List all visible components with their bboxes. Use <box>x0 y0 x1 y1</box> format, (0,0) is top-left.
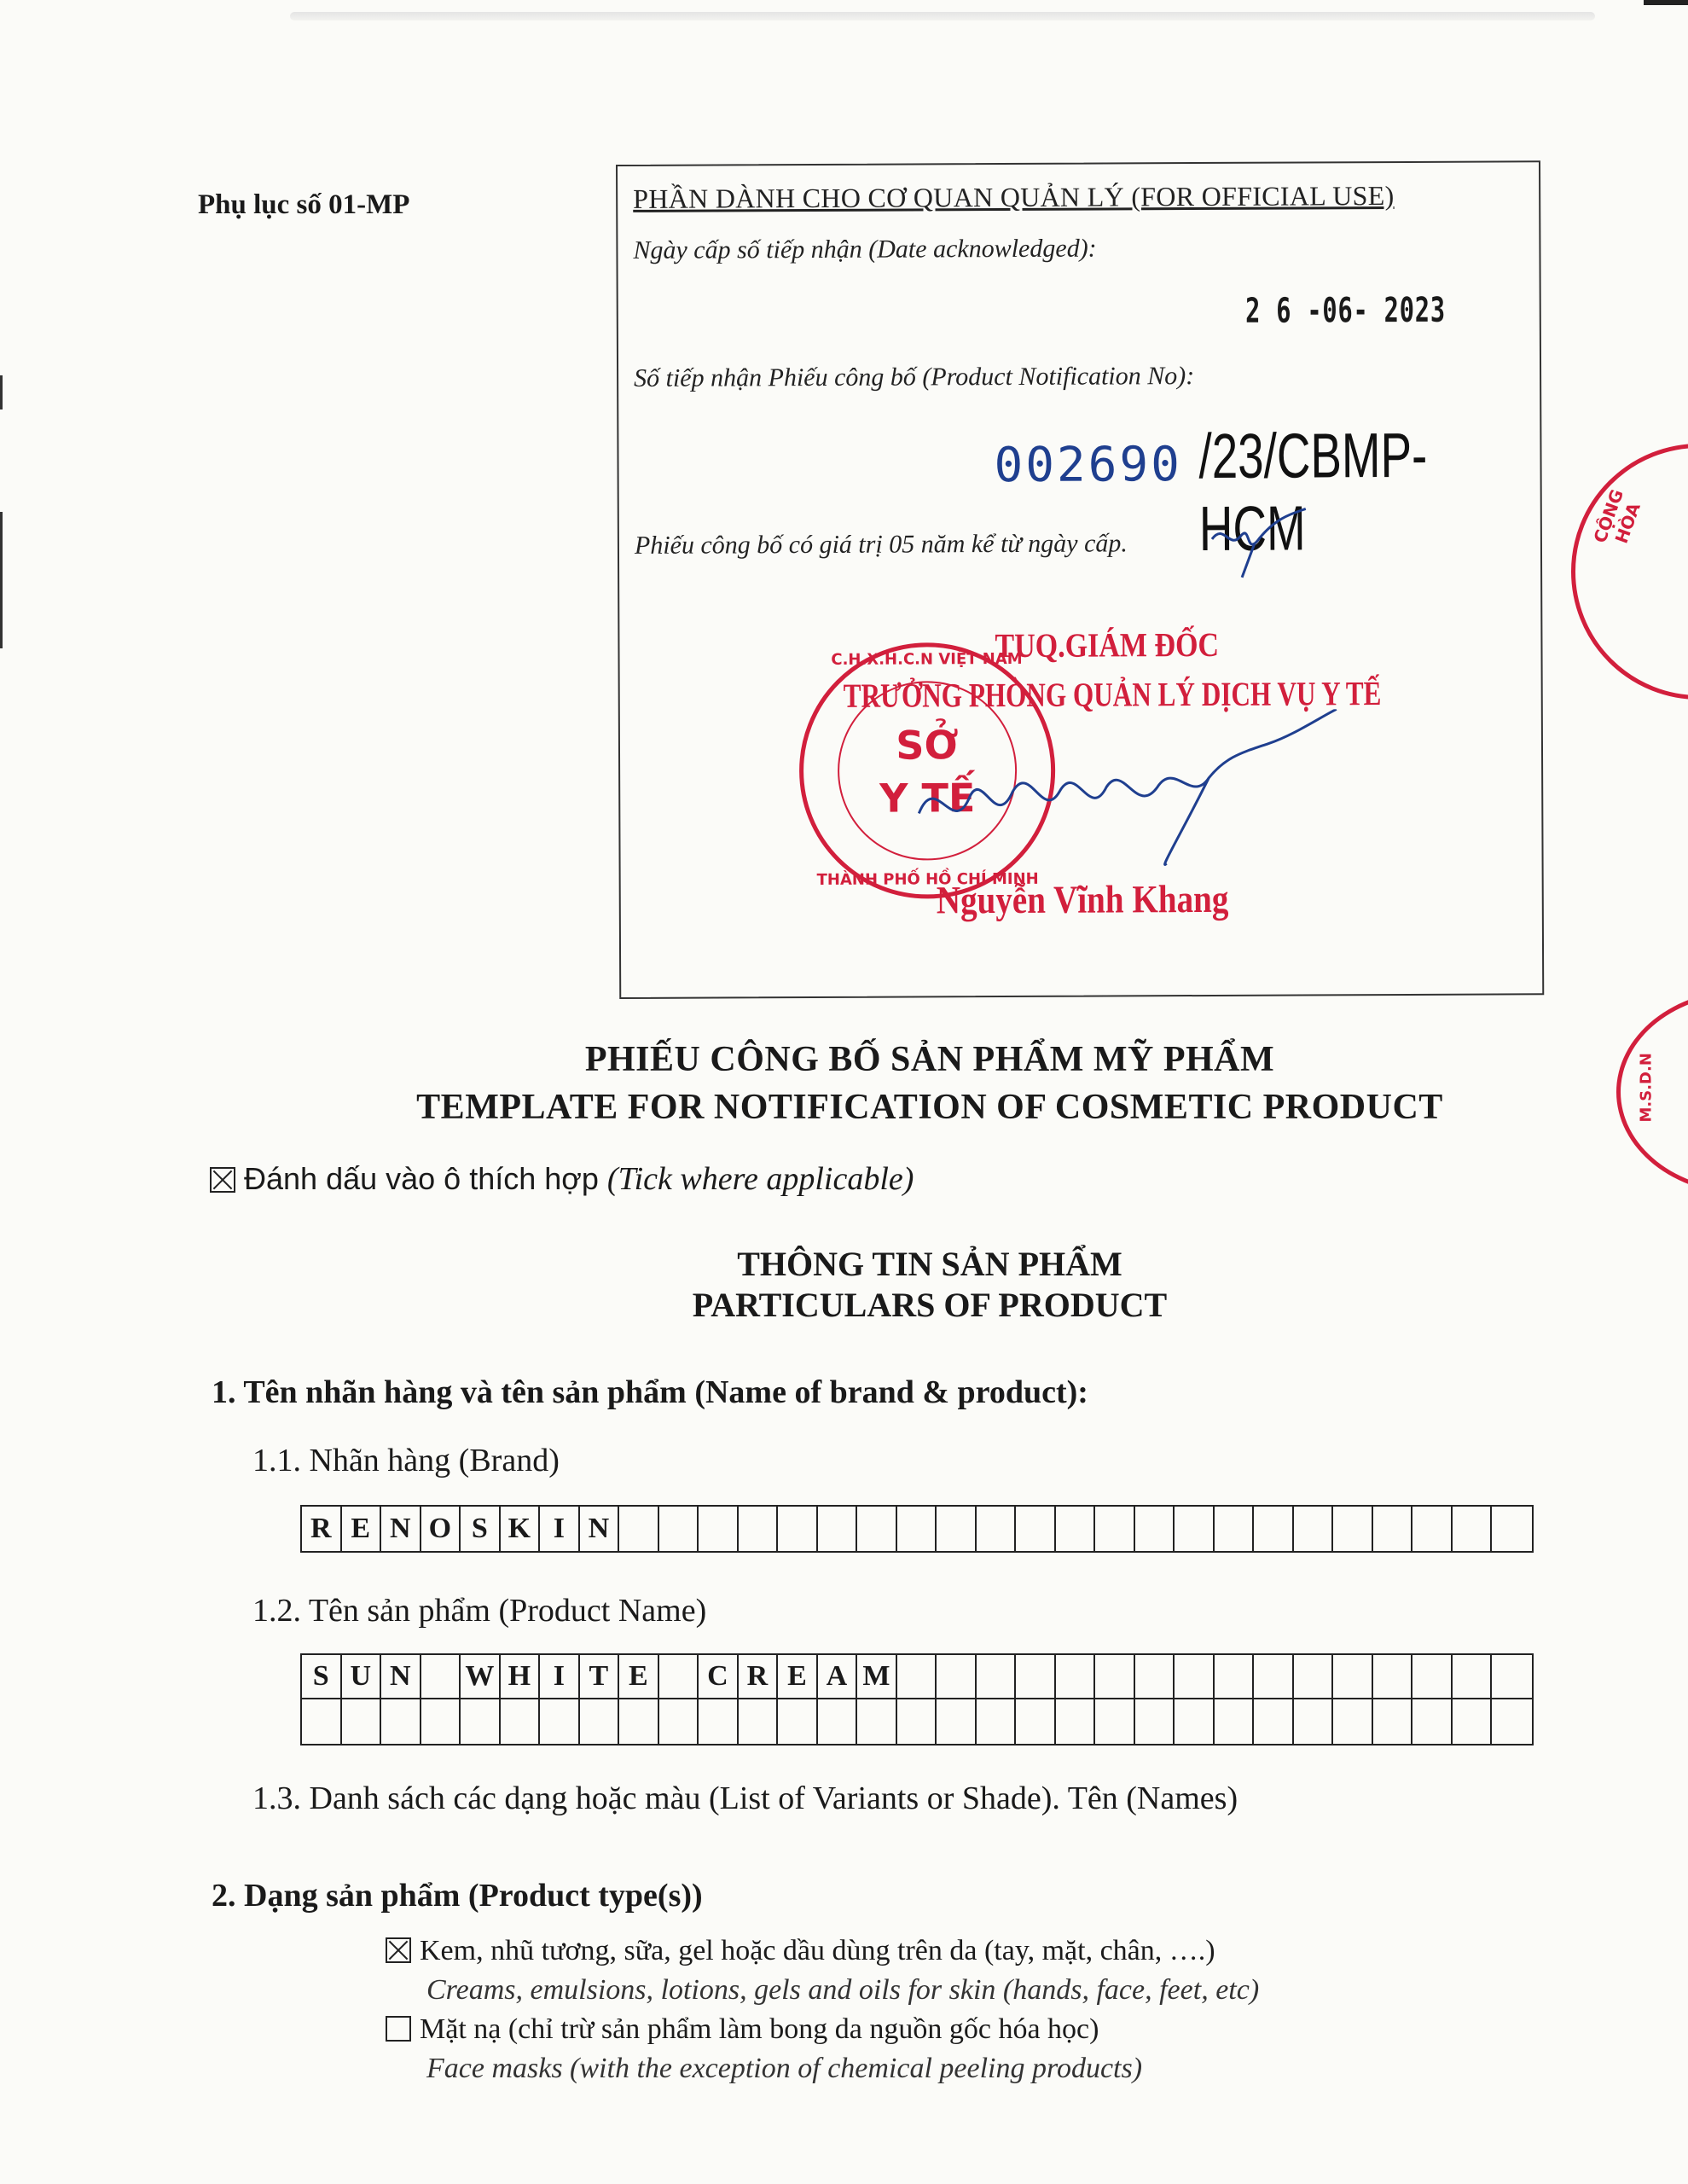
question-1: 1. Tên nhãn hàng và tên sản phẩm (Name of brand & product): <box>212 1374 1088 1410</box>
letter-cell: W <box>461 1655 501 1699</box>
seal-center-text: Y TẾ <box>879 775 976 822</box>
question-1-3: 1.3. Danh sách các dạng hoặc màu (List of Variants or Shade). Tên (Names) <box>252 1780 1238 1816</box>
letter-cell <box>1254 1655 1294 1699</box>
letter-cell <box>778 1507 818 1551</box>
notification-no-label: Số tiếp nhận Phiếu công bố (Product Notification No): <box>634 362 1195 392</box>
letter-cell <box>619 1699 659 1744</box>
letter-cell <box>1016 1699 1056 1744</box>
signer-department: TRƯỞNG PHÒNG QUẢN LÝ DỊCH VỤ Y TẾ <box>843 674 1382 715</box>
letter-cell <box>1016 1655 1056 1699</box>
validity-note: Phiếu công bố có giá trị 05 năm kể từ ngày cấp. <box>634 529 1128 560</box>
letter-cell <box>580 1699 620 1744</box>
letter-cell <box>1412 1655 1453 1699</box>
letter-cell <box>937 1655 977 1699</box>
letter-cell: O <box>421 1507 461 1551</box>
letter-cell <box>897 1507 937 1551</box>
letter-cell <box>739 1699 779 1744</box>
letter-cell <box>1175 1507 1215 1551</box>
letter-cell <box>1056 1507 1096 1551</box>
letter-cell: C <box>699 1655 739 1699</box>
letter-cell <box>1373 1699 1413 1744</box>
signer-title: TUQ.GIÁM ĐỐC <box>995 624 1220 665</box>
letter-cell: N <box>381 1655 421 1699</box>
scan-top-shadow <box>290 12 1595 20</box>
date-acknowledged-label: Ngày cấp số tiếp nhận (Date acknowledged): <box>633 234 1097 264</box>
letter-cell <box>1135 1507 1175 1551</box>
letter-cell <box>1453 1507 1493 1551</box>
letter-cell <box>1056 1655 1096 1699</box>
letter-cell: S <box>461 1507 501 1551</box>
director-signature <box>902 709 1346 881</box>
letter-cell <box>1215 1699 1255 1744</box>
letter-cell <box>1095 1699 1135 1744</box>
letter-cell: U <box>342 1655 382 1699</box>
letter-cell <box>1294 1699 1334 1744</box>
letter-cell <box>1453 1655 1493 1699</box>
letter-cell <box>1016 1507 1056 1551</box>
seal-center-text: SỞ <box>896 722 959 769</box>
date-acknowledged-value: 2 6 -06- 2023 <box>1244 290 1446 331</box>
brand-grid <box>300 1505 1534 1553</box>
letter-cell: E <box>619 1655 659 1699</box>
letter-cell <box>1333 1655 1373 1699</box>
letter-cell <box>857 1507 897 1551</box>
letter-cell <box>659 1507 699 1551</box>
letter-cell <box>421 1699 461 1744</box>
letter-cell <box>977 1507 1017 1551</box>
letter-cell <box>1412 1699 1453 1744</box>
letter-cell <box>699 1507 739 1551</box>
letter-cell <box>342 1699 382 1744</box>
edge-seal-upper <box>1571 444 1688 700</box>
letter-cell: E <box>342 1507 382 1551</box>
letter-cell <box>897 1655 937 1699</box>
appendix-label: Phụ lục số 01-MP <box>198 189 410 220</box>
letter-cell <box>778 1699 818 1744</box>
letter-cell <box>1373 1655 1413 1699</box>
letter-cell <box>818 1699 858 1744</box>
notification-code: /23/CBMP-HCM <box>1198 419 1428 565</box>
letter-cell: M <box>857 1655 897 1699</box>
official-use-title: PHẦN DÀNH CHO CƠ QUAN QUẢN LÝ (FOR OFFICIAL USE) <box>633 180 1395 214</box>
question-2: 2. Dạng sản phẩm (Product type(s)) <box>212 1878 703 1914</box>
letter-cell <box>381 1699 421 1744</box>
letter-cell <box>619 1507 659 1551</box>
letter-cell <box>937 1507 977 1551</box>
letter-cell: E <box>778 1655 818 1699</box>
scan-edge-mark <box>0 375 3 410</box>
letter-cell <box>1056 1699 1096 1744</box>
edge-seal-text: M.S.D.N <box>1637 1053 1656 1123</box>
product-type-en: Creams, emulsions, lotions, gels and oils for skin (hands, face, feet, etc) <box>426 1974 1260 2006</box>
letter-cell: R <box>302 1507 342 1551</box>
letter-cell <box>1373 1507 1413 1551</box>
letter-cell <box>421 1655 461 1699</box>
letter-cell <box>1175 1699 1215 1744</box>
letter-cell <box>540 1699 580 1744</box>
letter-cell <box>1135 1655 1175 1699</box>
letter-cell <box>1095 1655 1135 1699</box>
letter-cell <box>897 1699 937 1744</box>
letter-cell <box>857 1699 897 1744</box>
letter-cell: I <box>540 1507 580 1551</box>
letter-cell <box>1254 1507 1294 1551</box>
letter-cell <box>659 1655 699 1699</box>
scan-corner-mark <box>1644 0 1688 5</box>
letter-cell <box>1492 1655 1532 1699</box>
letter-cell <box>699 1699 739 1744</box>
official-use-box <box>616 160 1544 999</box>
letter-cell <box>1175 1655 1215 1699</box>
product-name-grid <box>300 1653 1534 1745</box>
letter-cell <box>1215 1655 1255 1699</box>
scan-edge-mark <box>0 512 3 648</box>
letter-cell <box>302 1699 342 1744</box>
question-1-2: 1.2. Tên sản phẩm (Product Name) <box>252 1593 707 1629</box>
product-type-vi: Kem, nhũ tương, sữa, gel hoặc dầu dùng trên da (tay, mặt, chân, ….) <box>420 1935 1215 1966</box>
product-type-vi: Mặt nạ (chỉ trừ sản phẩm làm bong da nguồn gốc hóa học) <box>420 2013 1099 2045</box>
letter-cell <box>1492 1699 1532 1744</box>
letter-cell: K <box>501 1507 541 1551</box>
letter-cell <box>937 1699 977 1744</box>
notification-number: 002690 <box>994 437 1182 494</box>
initials-signature <box>1208 504 1310 582</box>
seal-top-text: C.H.X.H.C.N VIỆT NAM <box>831 649 1023 669</box>
product-type-en: Face masks (with the exception of chemical peeling products) <box>426 2053 1143 2084</box>
letter-cell <box>1294 1655 1334 1699</box>
letter-cell <box>1215 1507 1255 1551</box>
letter-cell <box>977 1699 1017 1744</box>
letter-cell: N <box>580 1507 620 1551</box>
letter-cell <box>818 1507 858 1551</box>
letter-cell: I <box>540 1655 580 1699</box>
letter-cell <box>1254 1699 1294 1744</box>
tick-instruction-en: (Tick where applicable) <box>606 1161 914 1197</box>
letter-cell: R <box>739 1655 779 1699</box>
letter-cell <box>1492 1507 1532 1551</box>
product-type-option[interactable] <box>386 2013 1099 2046</box>
tick-instruction <box>210 1160 914 1198</box>
edge-seal-text: CỘNG HÒA <box>1589 486 1644 547</box>
letter-cell <box>659 1699 699 1744</box>
letter-cell: S <box>302 1655 342 1699</box>
letter-cell: A <box>818 1655 858 1699</box>
letter-cell: T <box>580 1655 620 1699</box>
letter-cell: N <box>381 1507 421 1551</box>
letter-cell <box>1333 1507 1373 1551</box>
letter-cell <box>977 1655 1017 1699</box>
question-1-1: 1.1. Nhãn hàng (Brand) <box>252 1443 560 1478</box>
letter-cell <box>461 1699 501 1744</box>
document-title-en: TEMPLATE FOR NOTIFICATION OF COSMETIC PRODUCT <box>416 1088 1443 1127</box>
letter-cell: H <box>501 1655 541 1699</box>
signer-name: Nguyễn Vĩnh Khang <box>936 876 1229 922</box>
letter-cell <box>1412 1507 1453 1551</box>
tick-instruction-vi: Đánh dấu vào ô thích hợp <box>244 1161 599 1196</box>
checked-box-icon <box>210 1167 235 1193</box>
checked-box-icon[interactable] <box>386 1937 411 1963</box>
letter-cell <box>501 1699 541 1744</box>
seal-bottom-text: THÀNH PHỐ HỒ CHÍ MINH <box>816 869 1039 889</box>
letter-cell <box>1095 1507 1135 1551</box>
letter-cell <box>1333 1699 1373 1744</box>
letter-cell <box>1453 1699 1493 1744</box>
section-title-vi: THÔNG TIN SẢN PHẨM <box>737 1245 1122 1283</box>
document-title-vi: PHIẾU CÔNG BỐ SẢN PHẨM MỸ PHẨM <box>584 1040 1275 1079</box>
section-title-en: PARTICULARS OF PRODUCT <box>692 1286 1168 1324</box>
product-type-option[interactable] <box>386 1935 1215 1967</box>
letter-cell <box>1135 1699 1175 1744</box>
letter-cell <box>739 1507 779 1551</box>
checkbox-icon[interactable] <box>386 2016 411 2042</box>
letter-cell <box>1294 1507 1334 1551</box>
